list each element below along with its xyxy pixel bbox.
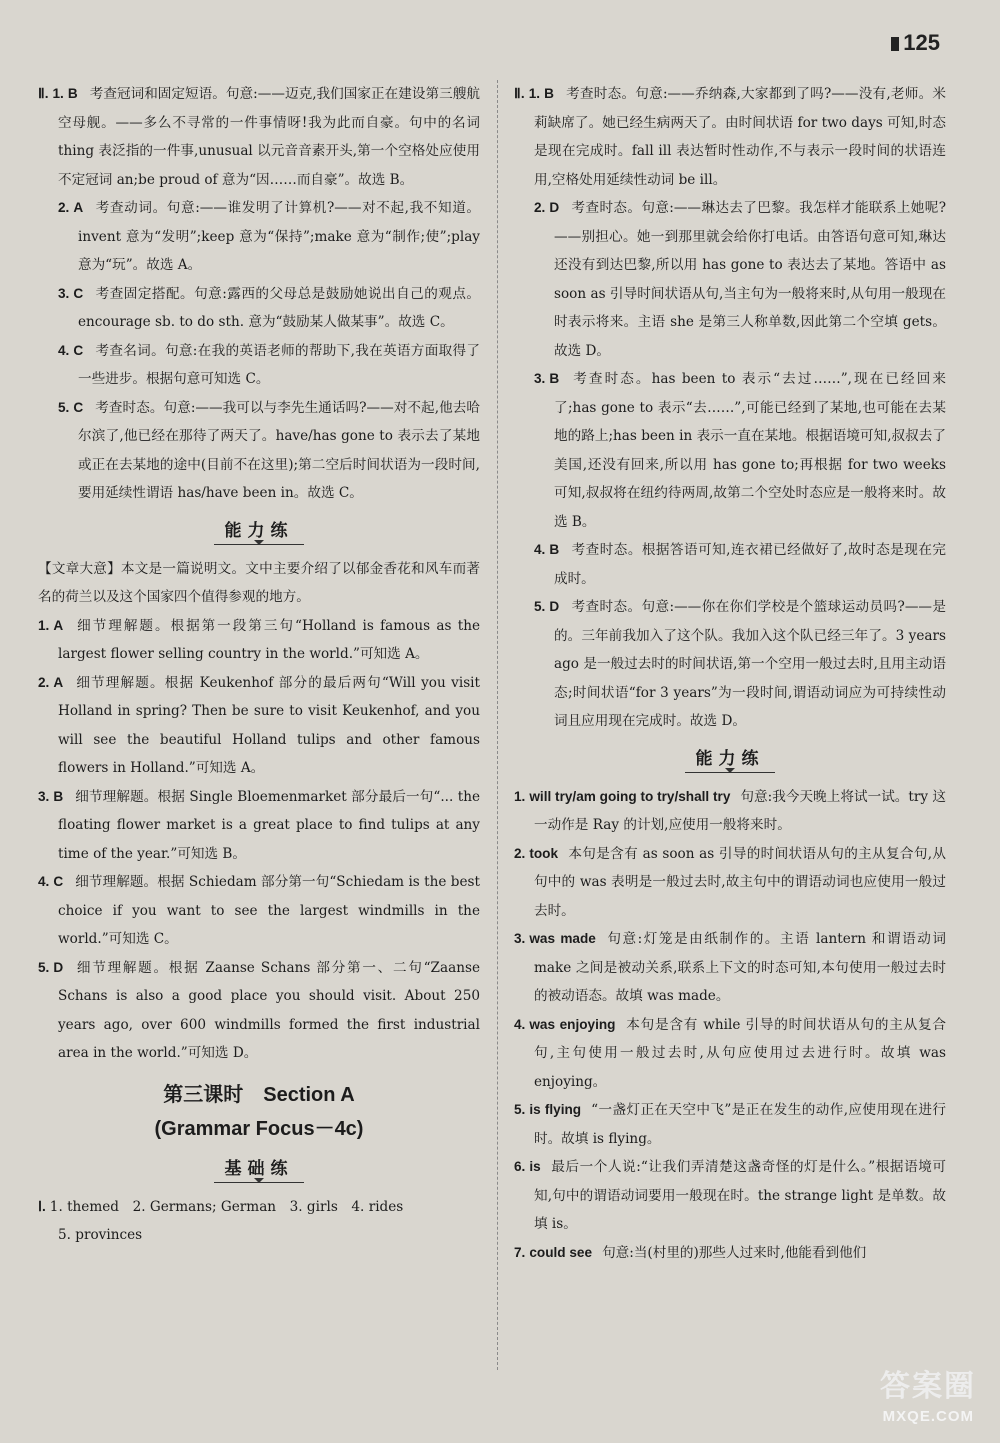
list-item: 1. will try/am going to try/shall try 句意:我今天晚上将试一试。try 这一动作是 Ray 的计划,应使用一般将来时。 bbox=[514, 788, 947, 833]
section-heading: 基础练 bbox=[38, 1154, 480, 1183]
list-item: 6. is 最后一个人说:“让我们弄清楚这盏奇怪的灯是什么。”根据语境可知,句中的谓语动词要用一般现在时。the strange light 是单数。故填 is。 bbox=[514, 1159, 946, 1232]
right-column bbox=[514, 80, 946, 1267]
list-item: 5. C 考查时态。句意:——我可以与李先生通话吗?——对不起,他去哈尔滨了,他已经在那待了两天了。have/has gone to 表示去了某地或正在去某地的途中(目前不在这里);第二空后时间状语为一段时间,要用延续性谓语 has/have been in。故选 C。 bbox=[58, 399, 480, 501]
list-item: 5. is flying “一盏灯正在天空中飞”是正在发生的动作,应使用现在进行时。故填 is flying。 bbox=[514, 1102, 946, 1147]
list-item: 7. could see 句意:当(村里的)那些人过来时,他能看到他们 bbox=[514, 1244, 867, 1261]
list-item: 4. C 细节理解题。根据 Schiedam 部分第一句“Schiedam is the best choice if you want to see the largest windmills in the world.”可知选 C。 bbox=[38, 874, 480, 947]
page-number: 125 bbox=[891, 30, 940, 56]
lesson-subtitle: (Grammar Focus－4c) bbox=[154, 1117, 364, 1140]
list-item: 3. B 考查时态。has been to 表示“去过……”,现在已经回来了;has gone to 表示“去……”,可能已经到了某地,也可能在去某地的路上;has been in 表示一直在某地。根据语境可知,叔叔去了美国,还没有回来,所以用 has gone to;再根据 for two weeks 可知,叔叔将在纽约待两周,故第二个空处时态应是一般将来时。故选 B。 bbox=[534, 371, 946, 530]
list-item: Ⅱ. 1. B 考查冠词和固定短语。句意:——迈克,我们国家正在建设第三艘航空母舰。——多么不寻常的一件事情呀!我为此而自豪。句中的名词 thing 表泛指的一件事,unusual 以元音音素开头,第一个空格处应使用不定冠词 an;be proud of 意为“因……而自豪”。故选 B。 bbox=[38, 86, 480, 188]
list-item: 4. B 考查时态。根据答语可知,连衣裙已经做好了,故时态是现在完成时。 bbox=[534, 542, 946, 587]
list-item: 3. C 考查固定搭配。句意:露西的父母总是鼓励她说出自己的观点。encourage sb. to do sth. 意为“鼓励某人做某事”。故选 C。 bbox=[58, 285, 480, 330]
column-divider bbox=[497, 80, 498, 1370]
list-item: Ⅰ. 1. themed 2. Germans; German 3. girls 4. rides bbox=[38, 1198, 404, 1215]
list-item: 2. A 考查动词。句意:——谁发明了计算机?——对不起,我不知道。invent 意为“发明”;keep 意为“保持”;make 意为“制作;使”;play 意为“玩”。故选 A。 bbox=[58, 200, 480, 273]
list-item: 1. A 细节理解题。根据第一段第三句“Holland is famous as the largest flower selling country in the world.”可知选 A。 bbox=[38, 617, 480, 662]
list-item: 3. B 细节理解题。根据 Single Bloemenmarket 部分最后一句“... the floating flower market is a great place to find tulips at any time of the year.”可知选 B。 bbox=[38, 788, 480, 862]
list-item: 5. D 考查时态。句意:——你在你们学校是个篮球运动员吗?——是的。三年前我加入了这个队。我加入这个队已经三年了。3 years ago 是一般过去时的时间状语,第一个空用一般过去时,且用主动语态;时间状语“for 3 years”为一段时间,谓语动词应为可持续性动词且应用现在完成时。故选 D。 bbox=[534, 599, 946, 729]
list-item: 2. A 细节理解题。根据 Keukenhof 部分的最后两句“Will you visit Holland in spring? Then be sure to visit Keukenhof, and you will see the beautiful Holland tulips and other famous flowers in Holland.”可知选 A。 bbox=[38, 674, 480, 776]
list-item: 4. C 考查名词。句意:在我的英语老师的帮助下,我在英语方面取得了一些进步。根据句意可知选 C。 bbox=[58, 342, 480, 387]
list-item: Ⅱ. 1. B 考查时态。句意:——乔纳森,大家都到了吗?——没有,老师。米莉缺席了。她已经生病两天了。由时间状语 for two days 可知,时态是现在完成时。fall ill 表达暂时性动作,不与表示一段时间的状语连用,空格处用延续性动词 be ill。 bbox=[514, 86, 947, 188]
watermark bbox=[820, 1371, 990, 1435]
list-item: 2. took 本句是含有 as soon as 引导的时间状语从句的主从复合句,从句中的 was 表明是一般过去时,故主句中的谓语动词也应使用一般过去时。 bbox=[514, 845, 946, 919]
watermark-logo: 答案圈 bbox=[880, 1370, 976, 1403]
section-heading: 能力练 bbox=[38, 516, 480, 545]
list-item: 2. D 考查时态。句意:——琳达去了巴黎。我怎样才能联系上她呢?——别担心。她一到那里就会给你打电话。由答语句意可知,琳达还没有到达巴黎,所以用 has gone to 表达去了某地。答语中 as soon as 引导时间状语从句,当主句为一般将来时,从句用一般现在时表示将来。主语 she 是第三人称单数,因此第二个空填 gets。故选 D。 bbox=[534, 200, 946, 359]
list-item: 3. was made 句意:灯笼是由纸制作的。主语 lantern 和谓语动词 make 之间是被动关系,联系上下文的时态可知,本句使用一般过去时的被动语态。故填 was made。 bbox=[514, 931, 946, 1004]
left-column bbox=[38, 80, 480, 1250]
list-item: 5. D 细节理解题。根据 Zaanse Schans 部分第一、二句“Zaanse Schans is also a good place you should visit. About 250 years ago, over 600 windmills formed the first industrial area in the world.”可知选 D。 bbox=[38, 959, 480, 1061]
section-heading: 能力练 bbox=[514, 744, 946, 773]
list-item: 5. provinces bbox=[58, 1227, 143, 1243]
watermark-url: MXQE.COM bbox=[882, 1408, 974, 1425]
lesson-title: 第三课时 Section A bbox=[163, 1083, 355, 1106]
passage-summary: 【文章大意】本文是一篇说明文。文中主要介绍了以郁金香花和风车而著名的荷兰以及这个国家四个值得参观的地方。 bbox=[38, 560, 480, 605]
list-item: 4. was enjoying 本句是含有 while 引导的时间状语从句的主从复合句,主句使用一般过去时,从句应使用过去进行时。故填 was enjoying。 bbox=[514, 1016, 947, 1090]
